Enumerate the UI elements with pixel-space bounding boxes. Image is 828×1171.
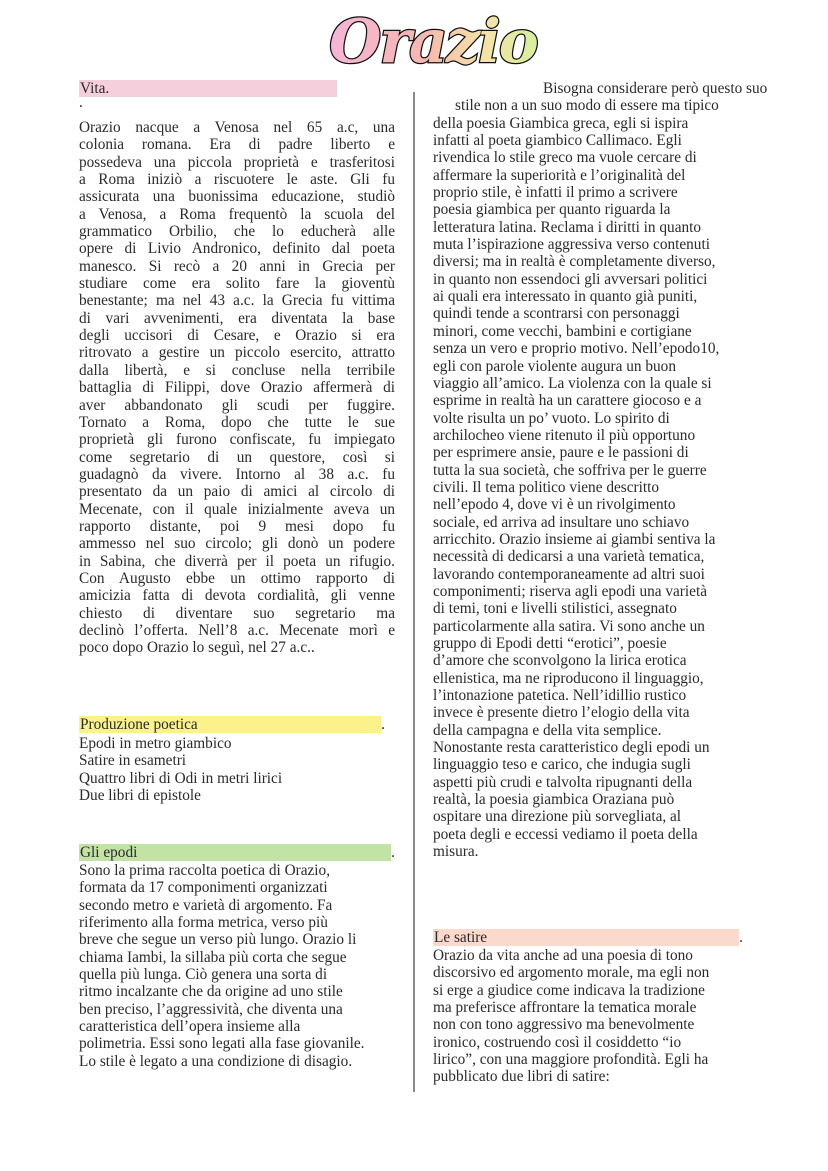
- text-line: volte risulta un po’ vuoto. Lo spirito di: [433, 409, 670, 427]
- text-line: misura.: [433, 843, 479, 861]
- text-line: ellenistica, ma ne riproducono il linguaggio,: [433, 669, 704, 687]
- text-line: gruppo di Epodi detti “erotici”, poesie: [433, 635, 667, 652]
- section-heading-epodi: [79, 844, 395, 861]
- heading-text: Le satire: [434, 929, 488, 946]
- text-line: guadagnò da vivere. Intorno al 38 a.c. fu: [79, 465, 395, 483]
- text-line: stile non a un suo modo di essere ma tipico: [455, 97, 719, 115]
- text-line: rivendica lo stile greco ma vuole cercare di: [433, 149, 697, 167]
- text-line: possedeva una piccola proprietà e trasferitosi: [79, 153, 395, 171]
- text-line: polimetria. Essi sono legati alla fase giovanile.: [79, 1035, 365, 1053]
- text-line: Bisogna considerare però questo suo: [543, 80, 768, 97]
- text-line: lirico”, con una maggiore profondità. Egli ha: [433, 1051, 709, 1069]
- text-line: arricchito. Orazio insieme ai giambi sentiva la: [433, 530, 716, 548]
- text-line: Mecenate, con il quale inizialmente aveva un: [79, 500, 395, 518]
- text-line: in quanto non essendoci gli avversari politici: [433, 270, 708, 288]
- text-line: benestante; ma nel 43 a.c. la Grecia fu vittima: [79, 292, 395, 310]
- text-line: Quattro libri di Odi in metri lirici: [79, 769, 283, 787]
- text-line: degli uccisori di Cesare, e Orazio si era: [79, 327, 395, 345]
- heading-dot: .: [391, 844, 395, 861]
- heading-text: Gli epodi: [80, 844, 138, 861]
- text-line: manesco. Si recò a 20 anni in Grecia per: [79, 257, 395, 275]
- vita-body: [79, 119, 395, 657]
- text-line: di temi, toni e livelli stilistici, assegnato: [433, 600, 677, 618]
- title-logo: [318, 2, 548, 76]
- text-line: Due libri di epistole: [79, 787, 201, 805]
- text-line: poeta degli e eccessi vediamo il poeta della: [433, 825, 698, 843]
- text-line: lavorando contemporaneamente ad altri suoi: [433, 565, 705, 583]
- text-line: Orazio nacque a Venosa nel 65 a.c, una: [79, 119, 395, 136]
- text-line: necessità di dedicarsi a una varietà tematica,: [433, 548, 705, 566]
- text-line: Satire in esametri: [79, 752, 187, 770]
- text-line: ritrovato a gestire un piccolo esercito, attratto: [79, 344, 395, 362]
- text-line: realtà, la poesia giambica Oraziana può: [433, 791, 675, 809]
- text-line: poesia giambica per quanto riguarda la: [433, 201, 671, 219]
- text-line: aver abbandonato gli scudi per fuggire.: [79, 396, 395, 414]
- text-line: in Sabina, che diverrà per il poeta un rifugio.: [79, 552, 395, 570]
- vita-dot: .: [79, 94, 83, 111]
- text-line: presentato da un paio di amici al circolo di: [79, 483, 395, 501]
- text-line: letteratura latina. Reclama i diritti in quanto: [433, 218, 702, 236]
- text-line: non con tono aggressivo ma benevolmente: [433, 1016, 695, 1034]
- text-line: civili. Il tema politico viene descritto: [433, 478, 659, 496]
- text-line: pubblicato due libri di satire:: [433, 1068, 610, 1086]
- text-line: esprime in realtà ha un carattere giocoso e a: [433, 392, 702, 410]
- text-line: colonia romana. Era di padre liberto e: [79, 136, 395, 154]
- text-line: l’intonazione patetica. Nell’idillio rustico: [433, 687, 687, 705]
- text-line: si erge a giudice come indicava la tradizione: [433, 981, 705, 999]
- heading-text: Vita.: [80, 80, 110, 97]
- text-line: nell’epodo 4, dove vi è un rivolgimento: [433, 496, 676, 514]
- text-line: Epodi in metro giambico: [79, 735, 232, 752]
- text-line: della campagna e della vita semplice.: [433, 721, 662, 739]
- text-line: poco dopo Orazio lo seguì, nel 27 a.c..: [79, 639, 315, 657]
- text-line: di vari avvenimenti, era diventata la base: [79, 309, 395, 327]
- text-line: quindi tende a scontrarsi con personaggi: [433, 305, 680, 323]
- epodi-body: [79, 862, 395, 1070]
- text-line: Orazio da vita anche ad una poesia di tono: [433, 947, 693, 964]
- text-line: ma preferisce affrontare la tematica morale: [433, 999, 697, 1017]
- text-line: viaggio all’amico. La violenza con la quale si: [433, 374, 712, 392]
- text-line: amicizia fatta di devota cordialità, gli venne: [79, 587, 395, 605]
- satire-body: [433, 947, 753, 1086]
- text-line: particolarmente alla satira. Vi sono anche un: [433, 617, 705, 635]
- text-line: assicurata una buonissima educazione, studiò: [79, 188, 395, 206]
- text-line: proprio stile, è infatti il primo a scrivere: [433, 184, 678, 202]
- text-line: archilocheo viene ritenuto il più opportuno: [433, 426, 696, 444]
- text-line: declinò l’offerta. Nell’8 a.c. Mecenate morì e: [79, 621, 395, 639]
- text-line: dalla libertà, e si concluse nella terribile: [79, 361, 395, 379]
- text-line: rapporto distante, poi 9 mesi dopo fu: [79, 517, 395, 535]
- text-line: ironico, costruendo così il cosiddetto “io: [433, 1033, 682, 1051]
- text-line: come segretario di un questore, così si: [79, 448, 395, 466]
- text-line: proprietà gli furono confiscate, fu impiegato: [79, 431, 395, 449]
- text-line: muta l’ispirazione aggressiva verso contenuti: [433, 236, 710, 254]
- text-line: discorsivo ed argomento morale, ma egli non: [433, 964, 710, 982]
- text-line: chiesto di diventare suo segretario ma: [79, 604, 395, 622]
- text-line: opere di Livio Andronico, definito dal poeta: [79, 240, 395, 258]
- text-line: linguaggio teso e carico, che indugia sugli: [433, 756, 691, 774]
- section-heading-satire: [433, 929, 743, 946]
- text-line: chiama Iambi, la sillaba più corta che segue: [79, 948, 347, 966]
- text-line: Con Augusto ebbe un ottimo rapporto di: [79, 569, 395, 587]
- text-line: a Venosa, a Roma frequentò la scuola del: [79, 205, 395, 223]
- text-line: Tornato a Roma, dopo che tutte le sue: [79, 413, 395, 431]
- heading-dot: .: [381, 716, 385, 733]
- text-line: Sono la prima raccolta poetica di Orazio,: [79, 862, 331, 879]
- text-line: componimenti; riserva agli epodi una varietà: [433, 582, 707, 600]
- text-line: riferimento alla forma metrica, verso più: [79, 914, 328, 932]
- text-line: caratteristica dell’opera insieme alla: [79, 1018, 301, 1036]
- text-line: studiare come era solito fare la gioventù: [79, 275, 395, 293]
- text-line: senza un vero e proprio motivo. Nell’epodo10,: [433, 340, 720, 358]
- text-line: battaglia di Filippi, dove Orazio affermerà di: [79, 379, 395, 397]
- text-line: egli con parole violente augura un buon: [433, 357, 676, 375]
- giambica-body: [433, 80, 768, 861]
- text-line: quella più lunga. Ciò genera una sorta di: [79, 966, 328, 984]
- text-line: per esprimere ansie, paure e le passioni di: [433, 444, 689, 462]
- heading-dot: .: [739, 929, 743, 946]
- text-line: infatti al poeta giambico Callimaco. Egli: [433, 132, 682, 150]
- text-line: grammatico Orbilio, che lo educherà alle: [79, 223, 395, 241]
- text-line: ben preciso, l’aggressività, che diventa una: [79, 1000, 343, 1018]
- text-line: secondo metro e varietà di argomento. Fa: [79, 896, 333, 914]
- text-line: breve che segue un verso più lungo. Orazio li: [79, 931, 357, 949]
- title-text: Orazio: [329, 7, 537, 76]
- produzione-list: [79, 735, 395, 804]
- text-line: ammesso nel suo circolo; gli donò un podere: [79, 535, 395, 553]
- text-line: affermare la superiorità e l’originalità del: [433, 166, 686, 184]
- text-line: Lo stile è legato a una condizione di disagio.: [79, 1052, 353, 1070]
- text-line: ospitare una direzione più sorvegliata, al: [433, 808, 682, 826]
- text-line: a Roma iniziò a riscuotere le aste. Gli fu: [79, 171, 395, 189]
- text-line: diversi; ma in realtà è completamente diverso,: [433, 253, 716, 271]
- column-divider: [413, 92, 415, 1092]
- text-line: Nonostante resta caratteristico degli epodi un: [433, 739, 710, 757]
- text-line: aspetti più crudi e talvolta ripugnanti della: [433, 773, 693, 791]
- text-line: tutta la sua società, che soffriva per le guerre: [433, 461, 707, 479]
- text-line: sociale, ed arriva ad insultare uno schiavo: [433, 513, 690, 531]
- text-line: d’amore che sconvolgono la lirica erotica: [433, 652, 687, 670]
- text-line: ritmo incalzante che da origine ad uno stile: [79, 983, 343, 1001]
- text-line: invece è presente dietro l’elogio della vita: [433, 704, 690, 722]
- heading-text: Produzione poetica: [80, 716, 198, 733]
- text-line: ai quali era interessato in quanto già puniti,: [433, 288, 698, 306]
- text-line: minori, come vecchi, bambini e cortigiane: [433, 322, 692, 340]
- text-line: della poesia Giambica greca, egli si ispira: [433, 114, 689, 132]
- text-line: formata da 17 componimenti organizzati: [79, 879, 328, 897]
- section-heading-produzione: [79, 716, 385, 733]
